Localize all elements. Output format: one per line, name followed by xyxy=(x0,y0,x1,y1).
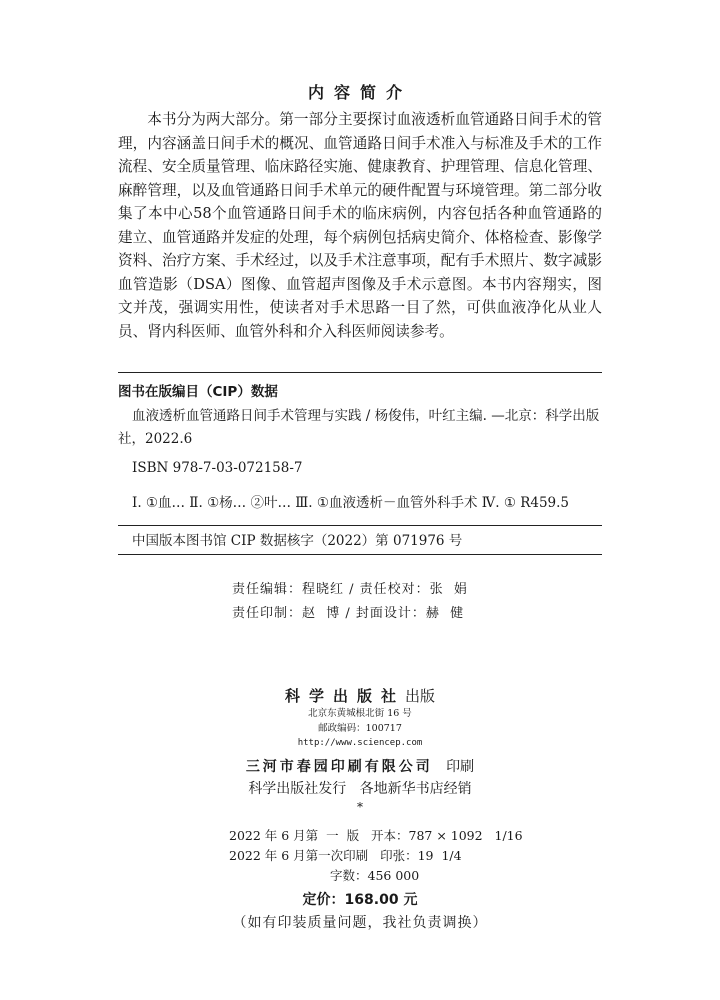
cip-subject-classification: Ⅰ. ①血… Ⅱ. ①杨… ②叶… Ⅲ. ①血液透析－血管外科手术 Ⅳ. ① R459.5 xyxy=(132,495,570,511)
printer-name: 三河市春园印刷有限公司 xyxy=(245,759,433,775)
printer-name-line xyxy=(0,756,720,778)
printing-line: 2022 年 6 月第一次印刷 印张：19 1/4 xyxy=(229,848,462,863)
edition-line: 2022 年 6 月第 一 版 开本：787 × 1092 1/16 xyxy=(229,828,523,843)
publisher-logo-text: 科学出版社 xyxy=(284,687,405,705)
abstract-body: 本书分为两大部分。第一部分主要探讨血液透析血管通路日间手术的管理，内容涵盖日间手术的概况、血管通路日间手术准入与标准及手术的工作流程、安全质量管理、临床路径实施、健康教育、护理管理、信息化管理、麻醉管理，以及血管通路日间手术单元的硬件配置与环境管理。第二部分收集了本中心58个血管通路日间手术的临床病例，内容包括各种血管通路的建立、血管通路并发症的处理，每个病例包括病史简介、体格检查、影像学资料、治疗方案、手术经过，以及手术注意事项，配有手术照片、数字减影血管造影（DSA）图像、血管超声图像及手术示意图。本书内容翔实，图文并茂，强调实用性，使读者对手术思路一目了然，可供血液净化从业人员、肾内科医师、血管外科和介入科医师阅读参考。 xyxy=(118,111,602,340)
cip-middle-rule xyxy=(118,525,602,526)
publisher-postcode: 邮政编码：100717 xyxy=(318,723,402,734)
word-count: 字数：456 000 xyxy=(330,868,420,883)
staff-credits xyxy=(232,578,468,626)
cip-description: 血液透析血管通路日间手术管理与实践 / 杨俊伟，叶红主编. —北京：科学出版社，2022.6 xyxy=(118,408,600,447)
cip-bottom-rule xyxy=(118,554,602,555)
staff-line-production: 责任印制：赵 博 / 封面设计：赫 健 xyxy=(232,606,465,621)
cip-top-rule xyxy=(118,372,602,373)
abstract-section xyxy=(118,108,602,343)
price: 定价：168.00 元 xyxy=(302,892,418,908)
edition-block xyxy=(0,826,720,886)
separator-star: * xyxy=(357,800,363,814)
publisher-suffix: 出版 xyxy=(405,687,436,705)
publisher-address: 北京东黄城根北街 16 号 xyxy=(308,708,412,719)
cip-block xyxy=(118,372,602,555)
publisher-url: http://www.sciencep.com xyxy=(297,738,423,748)
printer-block xyxy=(0,756,720,814)
cip-record-number: 中国版本图书馆 CIP 数据核字（2022）第 071976 号 xyxy=(132,533,463,549)
cip-isbn: ISBN 978-7-03-072158-7 xyxy=(132,460,303,476)
printer-suffix: 印刷 xyxy=(446,759,475,775)
publisher-name-line xyxy=(0,686,720,706)
cip-heading: 图书在版编目（CIP）数据 xyxy=(118,384,278,400)
publisher-block xyxy=(0,686,720,751)
staff-line-editors: 责任编辑：程晓红 / 责任校对：张 娟 xyxy=(232,582,468,597)
quality-note: （如有印装质量问题，我社负责调换） xyxy=(232,915,488,931)
abstract-title: 内容简介 xyxy=(307,83,412,102)
distribution-line: 科学出版社发行 各地新华书店经销 xyxy=(248,781,472,797)
